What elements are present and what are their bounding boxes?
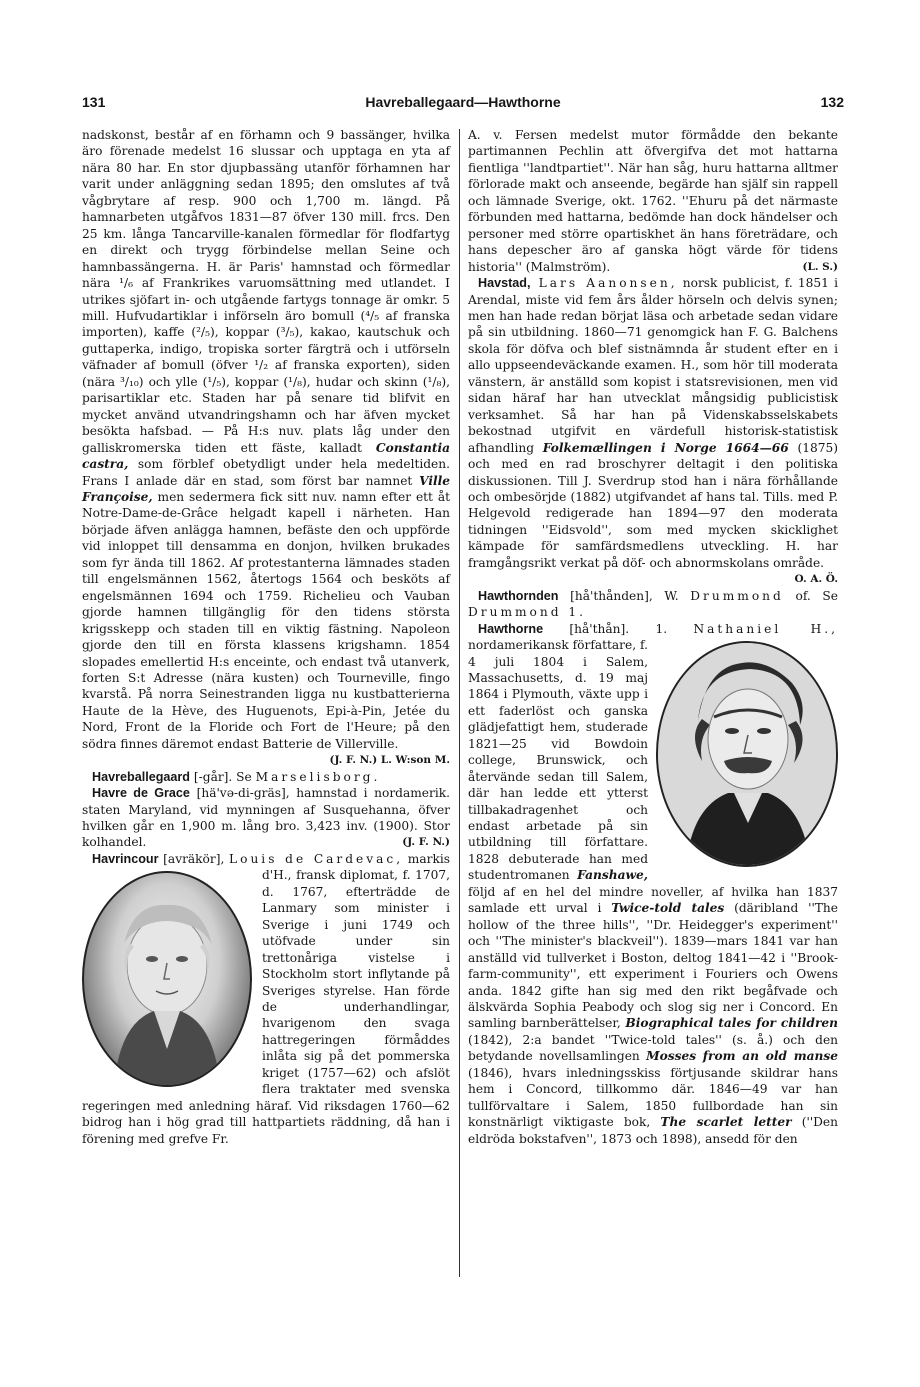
entry-hawthorne: Hawthorne [hå'thån]. 1. Nathaniel H., nordamerikansk författare, f. 4 juli 1804 i Salem, Massachusetts, d. 19 maj 1864 i Plymouth, växte upp i ett faderlöst och ganska glädjefattigt hem, studerade 1821—25 vid Bowdoin college, Brunswick, och återvände sedan till Salem, där han ledde ett ytterst tillbakadragenhet och endast arbetade på sin utbildning till författare. 1828 debuterade han med studentromanen Fanshawe, följd af en hel del mindre noveller, af hvilka han 1837 samlade ett urval i Twice-told tales (däribland ''The hollow of the three hills'', ''Dr. Heidegger's experiment'' och ''The minister's blackveil''). 1839—mars 1841 var han anställd vid tullverket i Boston, deltog 1841—42 i ''Brook-farm-community'', ett experiment i Fouriers och Owens anda. 1842 gifte han sig med den rikt begåfvade och älskvärda Sophia Peabody och slog sig ner i Concord. En samling barnberättelser, Biographical tales for children (1842), 2:a bandet ''Twice-told tales'' (s. å.) och den betydande novellsamlingen Mosses from an old manse (1846), hvars inledningsskiss förtjusande skildrar hans hem i Concord, tillkommo där. 1846—49 var han tullförvaltare i Salem, 1850 fullbordade han sin konstnärligt viktigaste bok, The scarlet letter (''Den eldröda bokstafven'', 1873 och 1898), ansedd för den (468, 621, 838, 1146)
entry-havstad: Havstad, Lars Aanonsen, norsk publicist, f. 1851 i Arendal, miste vid fem års ålder hörseln och delvis synen; men han hade redan börjat läsa och arbetade sedan vidare på sin utbildning. 1860—71 genomgick han F. G. Balchens skola för döfva och blef sistnämnda år student efter en i allo uppseendeväckande examen. H., som hör till moderata vänstern, är anställd som kopist i statsrevisionen, men vid sidan häraf har han utvecklat mångsidig publicistisk verksamhet. Så har han på Videnskabsselskabets bekostnad utgifvit en värdefull historisk-statistisk afhandling Folkeтællingen i Norge 1664—66 (1875) och med en rad broschyrer deltagit i den politiska diskussionen. Till J. Sverdrup stod han i nära förhållande och ombesörjde (1882) utgifvandet af hans tal. Tills. med P. Helgevold redigerade han 1894—97 den moderata tidningen ''Eidsvold'', som med mycken skicklighet kämpade för samfärdsmedlens utveckling. H. har framgångsrikt verkat på döf- och abnormskolans område. O. A. Ö. (468, 275, 838, 571)
author-signature: (J. F. N.) L. W:son M. (329, 754, 450, 767)
entry-hawthornden: Hawthornden [hå'thånden], W. Drummond of. Se Drummond 1. (468, 588, 838, 620)
havrincour-entry-continuation: A. v. Fersen medelst mutor förmådde den bekante partimannen Pechlin att öfvergifva det mot hattarna fientliga ''landtpartiet''. När han såg, huru hattarna alltmer förlorade makt och anseende, begärde han själf sin rappell och lämnade Sverige, okt. 1762. ''Ehuru på det närmaste förbunden med hattarna, bedömde han dock händelser och personer med större opartiskhet än hans företrädare, och hans depescher äro af ganska högt värde för tidens historia'' (Malmström). (L. S.) (468, 128, 838, 274)
running-title: Havreballegaard—Hawthorne (365, 94, 561, 110)
entry-havreballegaard: Havreballegaard [-går]. Se Marselisborg. (92, 769, 381, 784)
headword: Havrincour (92, 851, 159, 866)
author-signature: (J. F. N.) (402, 836, 450, 849)
column-divider (459, 129, 460, 1277)
right-column (468, 127, 838, 1147)
page-number-right: 132 (820, 94, 844, 110)
headword: Havre de Grace (92, 786, 190, 801)
page-header (82, 94, 844, 116)
headword: Hawthorne (478, 621, 544, 636)
page-number-left: 131 (82, 94, 106, 110)
author-signature: (L. S.) (802, 260, 838, 273)
portrait-havrincour (82, 871, 252, 1087)
left-column (82, 127, 450, 1147)
portrait-hawthorne (656, 641, 838, 867)
headword: Hawthornden (478, 588, 559, 603)
entry-havrincour: Havrincour [avräkör], Louis de Cardevac, markis d'H., fransk diplomat, f. 1707, d. 1767, efterträdde de Lanmary som minister i Sverige i juni 1749 och utöfvade under sin trettonåriga vistelse i Stockholm stort inflytande på Sveriges styrelse. Han förde de underhandlingar, hvarigenom den svaga hattregeringen förmåddes inlåta sig på det pommerska kriget (1757—62) och afslöt flera traktater med svenska regeringen med anledning häraf. Vid riksdagen 1760—62 bidrog han i hög grad till hattpartiets räddning, då han i förening med grefve Fr. (82, 851, 450, 1146)
entry-havre-de-grace: Havre de Grace [hä'vә-di-gräs], hamnstad i nordamerik. staten Maryland, vid mynningen af Susquehanna, öfver hvilken går en 1,900 m. lång bro. 3,423 inv. (1900). Stor kolhandel. (J. F. N.) (82, 786, 451, 850)
author-signature: O. A. Ö. (794, 573, 838, 586)
headword: Havstad, (478, 276, 531, 291)
headword: Havreballegaard (92, 769, 191, 784)
havre-entry-continuation: nadskonst, består af en förhamn och 9 bassänger, hvilka äro förenade medelst 16 slussar och upptaga en yta af nära 80 har. En stor djupbassäng utanför förhamnen har varit under anläggning sedan 1895; den omslutes af två vågbrytare af resp. 900 och 1,700 m. längd. På hamnarbeten utgåfvos 1831—87 öfver 130 mill. frcs. Den 25 km. långa Tancarville-kanalen förmedlar för flodfartyg en direkt och trygg förbindelse mellan Seine och hamnbassängerna. H. är Paris' hamnstad och förmedlar nära ¹/₆ af Frankrikes varuomsättning med utlandet. I utrikes sjöfart in- och utgående fartygs tonnage är omkr. 5 mill. Hufvudartiklar i införseln äro bomull (⁴/₅ af franska importen), kaffe (²/₅), koppar (³/₅), kakao, kautschuk och guttaperka, indigo, tropiska sorter färgträ och i utförseln väfnader af bomull (öfver ¹/₂ af franska exporten), siden (nära ³/₁₀) och ylle (¹/₅), koppar (¹/₈), hudar och skinn (¹/₈), parisartiklar etc. Staden har på senare tid blifvit en mycket använd utvandringshamn och har äfven mycket besökta hafsbad. — På H:s nuv. plats låg under den galliskromerska tiden ett fäste, kalladt Constantia castra, som förblef obetydligt under hela medeltiden. Frans I anlade där en stad, som först bar namnet Ville Françoise, men sedermera fick sitt nuv. namn efter ett åt Notre-Dame-de-Grâce helgadt kapell i närheten. Han började äfven anlägga hamnen, befäste den och uppförde vid inloppet till densamma en donjon, hvilken brukades som fyr ända till 1862. Af protestanterna lämnades staden till engelsmännen 1562, återtogs 1564 och besköts af engelsmännen 1694 och 1759. Richelieu och Vauban gjorde hamnen tillgänglig för den tidens största krigsskepp och staden till en viktig fästning. Napoleon gjorde den till en första klassens krigshamn. 1854 slopades emellertid H:s enceinte, och endast två utanverk, forten S:t Adresse (nära kusten) och Tourneville, fingo kvarstå. På norra Seinestranden ligga nu kustbatterierna Haute de la Hève, des Huguenots, Epi-à-Pin, Jetée du Nord, Front de la Floride och Fort de l'Heure; på den södra finnes däremot endast Batterie de Villerville. (J. F. N.) L. W:son M. (82, 127, 450, 752)
